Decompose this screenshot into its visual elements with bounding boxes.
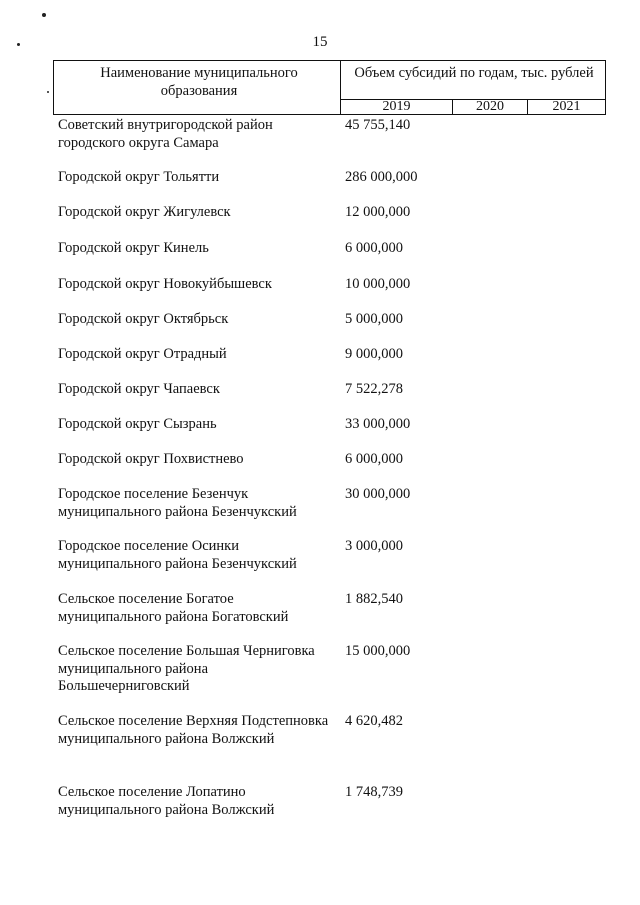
municipality-name: Городской округ Жигулевск: [58, 204, 231, 220]
municipality-name: Сельское поселение Лопатино муниципального района Волжский: [58, 784, 275, 818]
subsidy-2019: 4 620,482: [345, 713, 403, 729]
column-header-year: 2020: [476, 99, 504, 114]
subsidy-2019: 15 000,000: [345, 643, 411, 659]
municipality-name: Городской округ Тольятти: [58, 169, 220, 185]
subsidy-2019: 1 882,540: [345, 591, 403, 607]
municipality-name: Городской округ Кинель: [58, 240, 209, 256]
municipality-name: Городское поселение Осинки муниципального района Безенчукский: [58, 538, 297, 572]
subsidy-2019: 10 000,000: [345, 276, 411, 292]
subsidy-2019: 9 000,000: [345, 346, 403, 362]
column-header-volume: Объем субсидий по годам, тыс. рублей: [354, 65, 594, 81]
municipality-name: Городское поселение Безенчук муниципального района Безенчукский: [58, 486, 297, 520]
subsidy-2019: 1 748,739: [345, 784, 403, 800]
subsidy-2019: 3 000,000: [345, 538, 403, 554]
subsidy-2019: 30 000,000: [345, 486, 411, 502]
column-header-name: Наименование муниципального образования: [100, 65, 298, 99]
municipality-name: Городской округ Сызрань: [58, 416, 217, 432]
column-header-year: 2021: [552, 99, 581, 114]
column-header-year: 2019: [382, 99, 411, 114]
subsidy-2019: 7 522,278: [345, 381, 403, 397]
municipality-name: Городской округ Новокуйбышевск: [58, 276, 272, 292]
page-number: 15: [312, 34, 328, 50]
subsidy-2019: 33 000,000: [345, 416, 411, 432]
municipality-name: Городской округ Похвистнево: [58, 451, 244, 467]
subsidy-2019: 45 755,140: [345, 117, 411, 133]
subsidy-2019: 12 000,000: [345, 204, 411, 220]
subsidy-2019: 286 000,000: [345, 169, 418, 185]
subsidy-2019: 6 000,000: [345, 240, 403, 256]
municipality-name: Городской округ Чапаевск: [58, 381, 220, 397]
table-header: [53, 60, 606, 115]
municipality-name: Сельское поселение Верхняя Подстепновка муниципального района Волжский: [58, 713, 329, 747]
municipality-name: Сельское поселение Большая Черниговка муниципального района Большечерниговский: [58, 643, 315, 694]
subsidy-2019: 6 000,000: [345, 451, 403, 467]
municipality-name: Городской округ Отрадный: [58, 346, 227, 362]
municipality-name: Городской округ Октябрьск: [58, 311, 229, 327]
subsidy-2019: 5 000,000: [345, 311, 403, 327]
municipality-name: Советский внутригородской район городского округа Самара: [58, 117, 273, 151]
scan-speck-3: [47, 91, 49, 93]
scan-speck-1: [42, 13, 46, 17]
municipality-name: Сельское поселение Богатое муниципального района Богатовский: [58, 591, 289, 625]
